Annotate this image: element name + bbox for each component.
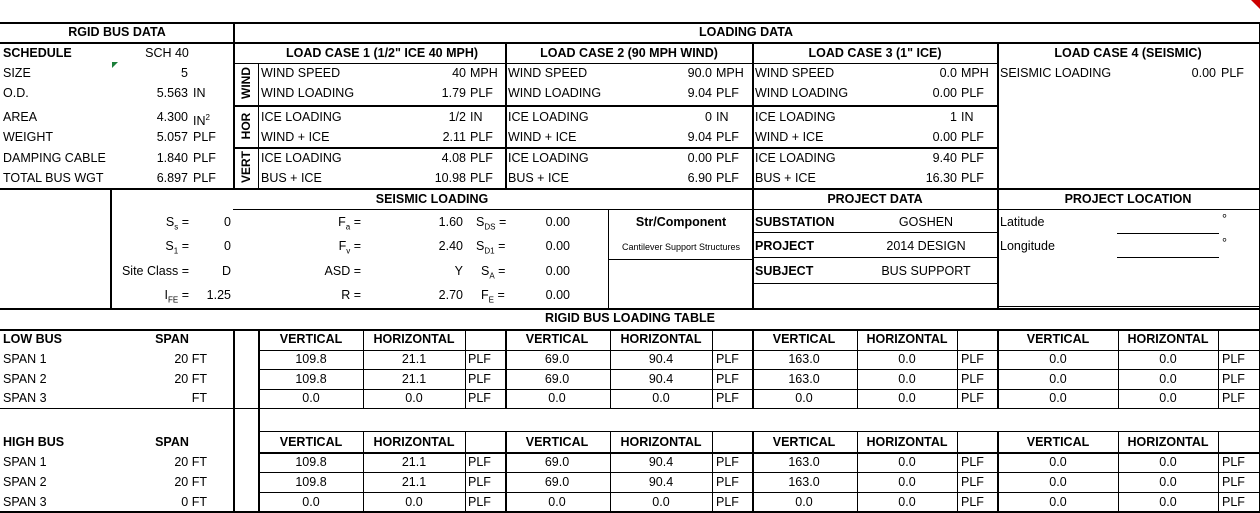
seismic-loading-title: SEISMIC LOADING bbox=[375, 192, 489, 206]
table-cell-unit: PLF bbox=[961, 455, 984, 469]
project-value[interactable]: 2014 DESIGN bbox=[886, 239, 966, 253]
asd-label: ASD = bbox=[324, 264, 361, 278]
table-cell-unit: PLF bbox=[716, 352, 739, 366]
table-cell-value[interactable]: 0.0 bbox=[898, 495, 916, 509]
table-cell-value[interactable]: 0.0 bbox=[1049, 352, 1067, 366]
longitude-label: Longitude bbox=[1000, 239, 1055, 253]
cell-comment-marker-icon bbox=[112, 62, 119, 69]
table-cell-value[interactable]: 109.8 bbox=[295, 372, 327, 386]
load-case-4-title: LOAD CASE 4 (SEISMIC) bbox=[1054, 46, 1202, 60]
asd-value[interactable]: Y bbox=[454, 264, 463, 278]
lc1-row-4-value[interactable]: 2.11 bbox=[442, 130, 466, 144]
lc1-row-4-label: WIND + ICE bbox=[261, 130, 330, 144]
fv-value[interactable]: 2.40 bbox=[438, 239, 463, 253]
high-bus-span-2-length[interactable]: 20 FT bbox=[174, 475, 207, 489]
high-bus-col-horizontal-header: HORIZONTAL bbox=[866, 435, 948, 449]
lc1-row-4-unit: PLF bbox=[470, 130, 493, 144]
area-label: AREA bbox=[3, 110, 38, 124]
table-cell-value[interactable]: 0.0 bbox=[548, 391, 566, 405]
table-cell-value[interactable]: 90.4 bbox=[648, 475, 674, 489]
table-cell-unit: PLF bbox=[1222, 352, 1245, 366]
lc2-row-2-unit: PLF bbox=[716, 86, 739, 100]
table-cell-value[interactable]: 0.0 bbox=[652, 495, 670, 509]
lc1-row-1-value[interactable]: 40 bbox=[452, 66, 466, 80]
table-cell-value[interactable]: 0.0 bbox=[898, 372, 916, 386]
table-cell-unit: PLF bbox=[1222, 372, 1245, 386]
load-case-3-title: LOAD CASE 3 (1" ICE) bbox=[808, 46, 942, 60]
lc3-row-3-value[interactable]: 1 bbox=[950, 110, 957, 124]
lc3-row-3-unit: IN bbox=[961, 110, 974, 124]
weight-unit: PLF bbox=[193, 130, 216, 144]
lc3-row-5-label: ICE LOADING bbox=[755, 151, 836, 165]
table-cell-value[interactable]: 0.0 bbox=[1159, 391, 1177, 405]
ss-label: $S_s$ = bbox=[165, 215, 189, 232]
seismic-loading-value[interactable]: 0.00 bbox=[1191, 66, 1216, 80]
lc2-row-2-label: WIND LOADING bbox=[508, 86, 602, 100]
ife-value[interactable]: 1.25 bbox=[206, 288, 231, 302]
table-cell-value[interactable]: 0.0 bbox=[1159, 455, 1177, 469]
high-bus-span-header: SPAN bbox=[155, 435, 189, 449]
lc3-row-2-label: WIND LOADING bbox=[755, 86, 849, 100]
table-cell-value[interactable]: 0.0 bbox=[1159, 475, 1177, 489]
table-cell-unit: PLF bbox=[716, 495, 739, 509]
vert-group-label: VERT bbox=[239, 151, 253, 184]
str-component-title: Str/Component bbox=[635, 215, 727, 229]
lc1-row-2-label: WIND LOADING bbox=[261, 86, 355, 100]
lc2-row-5-value[interactable]: 0.00 bbox=[687, 151, 712, 165]
lc3-row-6-label: BUS + ICE bbox=[755, 171, 816, 185]
table-cell-value[interactable]: 0.0 bbox=[1159, 372, 1177, 386]
table-cell-value[interactable]: 21.1 bbox=[401, 352, 427, 366]
table-cell-value[interactable]: 0.0 bbox=[1159, 352, 1177, 366]
sds-value[interactable]: 0.00 bbox=[545, 215, 570, 229]
lc3-row-3-label: ICE LOADING bbox=[755, 110, 836, 124]
table-cell-value[interactable]: 0.0 bbox=[1049, 455, 1067, 469]
low-bus-span-3-label: SPAN 3 bbox=[3, 391, 47, 405]
high-bus-col-horizontal-header: HORIZONTAL bbox=[620, 435, 702, 449]
lc3-row-1-label: WIND SPEED bbox=[755, 66, 835, 80]
table-cell-value[interactable]: 0.0 bbox=[1049, 495, 1067, 509]
weight-label: WEIGHT bbox=[3, 130, 53, 144]
high-bus-col-vertical-header: VERTICAL bbox=[279, 435, 343, 449]
lc1-row-1-label: WIND SPEED bbox=[261, 66, 341, 80]
sa-value[interactable]: 0.00 bbox=[545, 264, 570, 278]
fa-label: $F_a$ = bbox=[338, 215, 361, 232]
lc1-row-2-value[interactable]: 1.79 bbox=[441, 86, 466, 100]
ife-label: $I_{FE}$ = bbox=[164, 288, 189, 305]
lc3-row-4-label: WIND + ICE bbox=[755, 130, 824, 144]
low-bus-span-header: SPAN bbox=[155, 332, 189, 346]
table-cell-unit: PLF bbox=[468, 372, 491, 386]
s1-label: $S_1$ = bbox=[165, 239, 189, 256]
lc1-row-5-unit: PLF bbox=[470, 151, 493, 165]
table-cell-value[interactable]: 0.0 bbox=[1049, 475, 1067, 489]
hor-group-label: HOR bbox=[239, 112, 253, 140]
table-cell-value[interactable]: 0.0 bbox=[1049, 372, 1067, 386]
subject-label: SUBJECT bbox=[755, 264, 814, 278]
lc3-row-1-value[interactable]: 0.0 bbox=[939, 66, 957, 80]
total-bus-value[interactable]: 6.897 bbox=[156, 171, 188, 185]
size-label: SIZE bbox=[3, 66, 31, 80]
lc2-row-1-value[interactable]: 90.0 bbox=[687, 66, 712, 80]
lc1-row-3-label: ICE LOADING bbox=[261, 110, 342, 124]
table-cell-value[interactable]: 109.8 bbox=[295, 352, 327, 366]
low-bus-span-1-label: SPAN 1 bbox=[3, 352, 47, 366]
seismic-loading-unit: PLF bbox=[1221, 66, 1244, 80]
table-cell-value[interactable]: 90.4 bbox=[648, 372, 674, 386]
table-cell-unit: PLF bbox=[468, 352, 491, 366]
lc2-row-3-unit: IN bbox=[716, 110, 729, 124]
table-cell-value[interactable]: 0.0 bbox=[898, 352, 916, 366]
substation-value[interactable]: GOSHEN bbox=[898, 215, 954, 229]
table-cell-unit: PLF bbox=[961, 372, 984, 386]
high-bus-col-vertical-header: VERTICAL bbox=[772, 435, 836, 449]
table-cell-unit: PLF bbox=[716, 391, 739, 405]
lc1-row-6-unit: PLF bbox=[470, 171, 493, 185]
low-bus-span-2-length[interactable]: 20 FT bbox=[174, 372, 207, 386]
loading-data-title: LOADING DATA bbox=[699, 25, 793, 39]
high-bus-col-horizontal-header: HORIZONTAL bbox=[373, 435, 455, 449]
table-cell-value[interactable]: 0.0 bbox=[795, 391, 813, 405]
lc3-row-6-value[interactable]: 16.30 bbox=[925, 171, 957, 185]
table-cell-unit: PLF bbox=[961, 475, 984, 489]
schedule-value[interactable]: SCH 40 bbox=[145, 46, 189, 60]
table-cell-value[interactable]: 163.0 bbox=[788, 372, 820, 386]
lc3-row-6-unit: PLF bbox=[961, 171, 984, 185]
low-bus-col-vertical-header: VERTICAL bbox=[279, 332, 343, 346]
ss-value[interactable]: 0 bbox=[224, 215, 231, 229]
fv-label: $F_v$ = bbox=[338, 239, 361, 256]
fe-value[interactable]: 0.00 bbox=[545, 288, 570, 302]
lc3-row-1-unit: MPH bbox=[961, 66, 989, 80]
low-bus-title: LOW BUS bbox=[3, 332, 63, 346]
area-value[interactable]: 4.300 bbox=[156, 110, 188, 124]
project-location-title: PROJECT LOCATION bbox=[1064, 192, 1192, 206]
lc3-row-2-unit: PLF bbox=[961, 86, 984, 100]
high-bus-title: HIGH BUS bbox=[3, 435, 65, 449]
lc2-row-3-label: ICE LOADING bbox=[508, 110, 589, 124]
table-cell-unit: PLF bbox=[716, 475, 739, 489]
high-bus-span-1-label: SPAN 1 bbox=[3, 455, 47, 469]
table-cell-value[interactable]: 163.0 bbox=[788, 352, 820, 366]
high-bus-span-3-length[interactable]: 0 FT bbox=[181, 495, 207, 509]
weight-value[interactable]: 5.057 bbox=[156, 130, 188, 144]
low-bus-col-horizontal-header: HORIZONTAL bbox=[866, 332, 948, 346]
area-unit: $IN^2$ bbox=[193, 113, 210, 129]
lc3-row-2-value[interactable]: 0.00 bbox=[932, 86, 957, 100]
fa-value[interactable]: 1.60 bbox=[438, 215, 463, 229]
str-component-value[interactable]: Cantilever Support Structures bbox=[621, 242, 741, 252]
table-cell-value[interactable]: 69.0 bbox=[544, 352, 570, 366]
damping-unit: PLF bbox=[193, 151, 216, 165]
seismic-loading-label: SEISMIC LOADING bbox=[1000, 66, 1112, 80]
fe-label: $F_E$ = bbox=[481, 288, 505, 305]
table-cell-unit: PLF bbox=[961, 391, 984, 405]
project-data-title: PROJECT DATA bbox=[827, 192, 923, 206]
latitude-degree: ° bbox=[1222, 212, 1227, 226]
lc1-row-1-unit: MPH bbox=[470, 66, 498, 80]
s1-value[interactable]: 0 bbox=[224, 239, 231, 253]
table-cell-value[interactable]: 90.4 bbox=[648, 352, 674, 366]
table-cell-unit: PLF bbox=[468, 391, 491, 405]
table-cell-unit: PLF bbox=[716, 372, 739, 386]
table-cell-value[interactable]: 0.0 bbox=[795, 495, 813, 509]
lc2-row-6-unit: PLF bbox=[716, 171, 739, 185]
table-cell-value[interactable]: 0.0 bbox=[652, 391, 670, 405]
table-cell-value[interactable]: 0.0 bbox=[302, 391, 320, 405]
table-cell-unit: PLF bbox=[468, 495, 491, 509]
table-cell-value[interactable]: 0.0 bbox=[898, 391, 916, 405]
high-bus-col-vertical-header: VERTICAL bbox=[525, 435, 589, 449]
table-cell-unit: PLF bbox=[1222, 475, 1245, 489]
low-bus-col-vertical-header: VERTICAL bbox=[525, 332, 589, 346]
table-cell-unit: PLF bbox=[716, 455, 739, 469]
table-cell-unit: PLF bbox=[1222, 391, 1245, 405]
table-cell-unit: PLF bbox=[468, 455, 491, 469]
lc1-row-3-value[interactable]: 1/2 bbox=[448, 110, 466, 124]
lc2-row-4-value[interactable]: 9.04 bbox=[687, 130, 712, 144]
od-label: O.D. bbox=[3, 86, 29, 100]
lc2-row-5-unit: PLF bbox=[716, 151, 739, 165]
total-bus-unit: PLF bbox=[193, 171, 216, 185]
lc3-row-5-value[interactable]: 9.40 bbox=[932, 151, 957, 165]
sds-label: $S_{DS}$ = bbox=[476, 215, 507, 232]
table-cell-value[interactable]: 21.1 bbox=[401, 455, 427, 469]
longitude-degree: ° bbox=[1222, 236, 1227, 250]
high-bus-span-1-length[interactable]: 20 FT bbox=[174, 455, 207, 469]
latitude-label: Latitude bbox=[1000, 215, 1045, 229]
size-value[interactable]: 5 bbox=[181, 66, 188, 80]
lc1-row-2-unit: PLF bbox=[470, 86, 493, 100]
low-bus-col-horizontal-header: HORIZONTAL bbox=[373, 332, 455, 346]
table-cell-value[interactable]: 69.0 bbox=[544, 372, 570, 386]
lc2-row-1-unit: MPH bbox=[716, 66, 744, 80]
lc1-row-3-unit: IN bbox=[470, 110, 483, 124]
lc2-row-2-value[interactable]: 9.04 bbox=[687, 86, 712, 100]
loading-table-title: RIGID BUS LOADING TABLE bbox=[545, 311, 715, 325]
table-cell-value[interactable]: 90.4 bbox=[648, 455, 674, 469]
lc1-row-5-label: ICE LOADING bbox=[261, 151, 342, 165]
low-bus-col-vertical-header: VERTICAL bbox=[772, 332, 836, 346]
lc2-row-3-value[interactable]: 0 bbox=[705, 110, 712, 124]
low-bus-col-horizontal-header: HORIZONTAL bbox=[1127, 332, 1209, 346]
table-cell-unit: PLF bbox=[1222, 455, 1245, 469]
cell-corner-marker-icon bbox=[1251, 0, 1260, 9]
table-cell-unit: PLF bbox=[961, 495, 984, 509]
low-bus-col-horizontal-header: HORIZONTAL bbox=[620, 332, 702, 346]
lc2-row-4-unit: PLF bbox=[716, 130, 739, 144]
high-bus-span-3-label: SPAN 3 bbox=[3, 495, 47, 509]
high-bus-col-horizontal-header: HORIZONTAL bbox=[1127, 435, 1209, 449]
table-cell-unit: PLF bbox=[468, 475, 491, 489]
load-case-1-title: LOAD CASE 1 (1/2" ICE 40 MPH) bbox=[285, 46, 479, 60]
table-cell-value[interactable]: 163.0 bbox=[788, 475, 820, 489]
load-case-2-title: LOAD CASE 2 (90 MPH WIND) bbox=[540, 46, 718, 60]
table-cell-value[interactable]: 163.0 bbox=[788, 455, 820, 469]
table-cell-value[interactable]: 0.0 bbox=[898, 475, 916, 489]
total-bus-label: TOTAL BUS WGT bbox=[3, 171, 104, 185]
lc2-row-6-value[interactable]: 6.90 bbox=[687, 171, 712, 185]
lc1-row-6-value[interactable]: 10.98 bbox=[434, 171, 466, 185]
table-cell-value[interactable]: 21.1 bbox=[401, 475, 427, 489]
sd1-label: $S_{D1}$ = bbox=[476, 239, 506, 256]
lc3-row-5-unit: PLF bbox=[961, 151, 984, 165]
table-cell-value[interactable]: 0.0 bbox=[405, 495, 423, 509]
table-cell-unit: PLF bbox=[1222, 495, 1245, 509]
lc3-row-4-value[interactable]: 0.00 bbox=[932, 130, 957, 144]
table-cell-value[interactable]: 109.8 bbox=[295, 455, 327, 469]
rigid-bus-title: RGID BUS DATA bbox=[68, 25, 166, 39]
lc2-row-1-label: WIND SPEED bbox=[508, 66, 588, 80]
table-cell-value[interactable]: 21.1 bbox=[401, 372, 427, 386]
table-cell-value[interactable]: 0.0 bbox=[898, 455, 916, 469]
r-label: R = bbox=[341, 288, 361, 302]
table-cell-value[interactable]: 0.0 bbox=[548, 495, 566, 509]
low-bus-span-3-length[interactable]: FT bbox=[191, 391, 207, 405]
wind-group-label: WIND bbox=[239, 67, 253, 99]
lc2-row-5-label: ICE LOADING bbox=[508, 151, 589, 165]
low-bus-col-vertical-header: VERTICAL bbox=[1026, 332, 1090, 346]
damping-value[interactable]: 1.840 bbox=[156, 151, 188, 165]
table-cell-value[interactable]: 0.0 bbox=[1049, 391, 1067, 405]
table-cell-unit: PLF bbox=[961, 352, 984, 366]
table-cell-value[interactable]: 0.0 bbox=[302, 495, 320, 509]
od-unit: IN bbox=[193, 86, 206, 100]
high-bus-col-vertical-header: VERTICAL bbox=[1026, 435, 1090, 449]
lc1-row-6-label: BUS + ICE bbox=[261, 171, 322, 185]
site-class-value[interactable]: D bbox=[221, 264, 231, 278]
lc3-row-4-unit: PLF bbox=[961, 130, 984, 144]
damping-label: DAMPING CABLE bbox=[3, 151, 106, 165]
table-cell-value[interactable]: 69.0 bbox=[544, 475, 570, 489]
sd1-value[interactable]: 0.00 bbox=[545, 239, 570, 253]
table-cell-value[interactable]: 69.0 bbox=[544, 455, 570, 469]
od-value[interactable]: 5.563 bbox=[156, 86, 188, 100]
lc2-row-6-label: BUS + ICE bbox=[508, 171, 569, 185]
lc2-row-4-label: WIND + ICE bbox=[508, 130, 577, 144]
table-cell-value[interactable]: 109.8 bbox=[295, 475, 327, 489]
substation-label: SUBSTATION bbox=[755, 215, 835, 229]
high-bus-span-2-label: SPAN 2 bbox=[3, 475, 47, 489]
r-value[interactable]: 2.70 bbox=[438, 288, 463, 302]
low-bus-span-2-label: SPAN 2 bbox=[3, 372, 47, 386]
schedule-label: SCHEDULE bbox=[3, 46, 72, 60]
table-cell-value[interactable]: 0.0 bbox=[405, 391, 423, 405]
table-cell-value[interactable]: 0.0 bbox=[1159, 495, 1177, 509]
subject-value[interactable]: BUS SUPPORT bbox=[881, 264, 971, 278]
site-class-label: Site Class = bbox=[121, 264, 189, 278]
lc1-row-5-value[interactable]: 4.08 bbox=[441, 151, 466, 165]
project-label: PROJECT bbox=[755, 239, 815, 253]
low-bus-span-1-length[interactable]: 20 FT bbox=[174, 352, 207, 366]
sa-label: $S_A$ = bbox=[481, 264, 506, 281]
